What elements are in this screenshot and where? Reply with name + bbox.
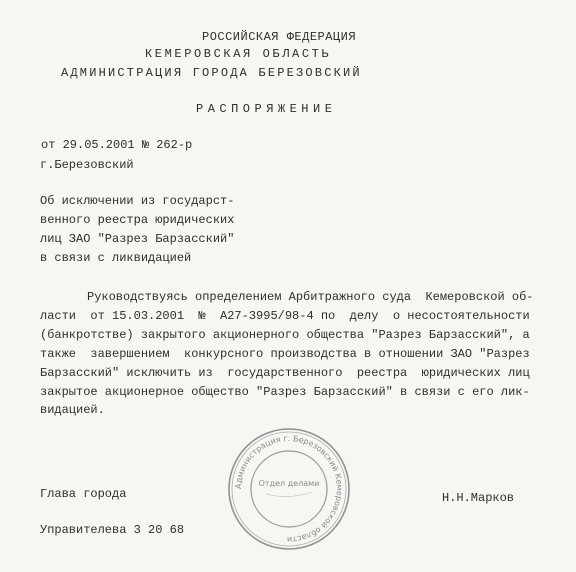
body-line: ласти от 15.03.2001 № А27-3995/98-4 по делу о несостоятельности (40, 309, 530, 323)
seal-ring-textpath: Администрация г. Березовский Кемеровской области (233, 433, 345, 545)
document-date-number: от 29.05.2001 № 262-р (41, 138, 193, 152)
document-city: г.Березовский (40, 158, 134, 172)
header-region: КЕМЕРОВСКАЯ ОБЛАСТЬ (145, 47, 332, 61)
body-line: видацией. (40, 403, 105, 417)
seal-center-text: Отдел делами (258, 479, 320, 488)
signature-position: Глава города (40, 487, 127, 501)
body-line: закрытое акционерное общество "Разрез Барзасский" в связи с его лик- (40, 385, 530, 399)
header-administration: АДМИНИСТРАЦИЯ ГОРОДА БЕРЕЗОВСКИЙ (61, 66, 362, 80)
subject-line: Об исключении из государст- (40, 194, 235, 208)
body-line: Руководствуясь определением Арбитражного суда Кемеровской об- (87, 290, 534, 304)
signature-name: Н.Н.Марков (442, 491, 515, 505)
body-line: также завершением конкурсного производства в отношении ЗАО "Разрез (40, 347, 530, 361)
header-federation: РОССИЙСКАЯ ФЕДЕРАЦИЯ (202, 30, 357, 44)
subject-line: в связи с ликвидацией (40, 251, 192, 265)
executor-contact: Управителева 3 20 68 (40, 523, 185, 537)
seal-center-scribble (266, 492, 312, 497)
seal-outer-ring (229, 429, 349, 549)
body-line: Барзасский" исключить из государственного реестра юридических лиц (40, 366, 530, 380)
official-seal (226, 426, 352, 552)
body-line: (банкротстве) закрытого акционерного общества "Разрез Барзасский", а (40, 328, 530, 342)
document-type-title: РАСПОРЯЖЕНИЕ (196, 102, 337, 116)
subject-line: лиц ЗАО "Разрез Барзасский" (40, 232, 235, 246)
seal-inner-ring (251, 451, 327, 527)
seal-outer-ring-inner (232, 432, 346, 546)
subject-line: венного реестра юридических (40, 213, 235, 227)
